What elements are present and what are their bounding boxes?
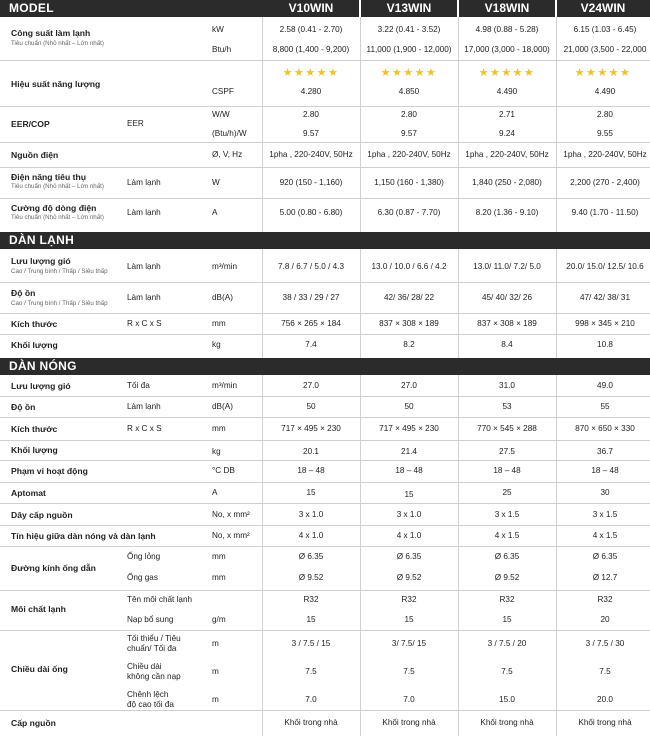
row-divider — [0, 440, 650, 441]
header-divider — [457, 0, 459, 17]
label-power-supply: Nguồn điện — [11, 150, 59, 160]
row-divider — [0, 546, 650, 547]
row-divider — [0, 167, 650, 168]
unit-kg: kg — [212, 340, 221, 349]
value-ww: 2.80 — [303, 110, 319, 119]
value-operating-range: 18 – 48 — [297, 466, 325, 475]
value-indoor-noise: 45/ 40/ 32/ 26 — [481, 293, 533, 302]
label-indoor-weight: Khối lượng — [11, 340, 58, 350]
label-cooling-capacity: Công suất làm lạnh — [11, 28, 91, 38]
value-outdoor-airflow: 27.0 — [401, 381, 417, 390]
section-title-indoor: DÀN LẠNH — [9, 233, 75, 247]
value-outdoor-noise: 53 — [502, 402, 512, 411]
value-btuhw: 9.57 — [401, 129, 417, 138]
value-consumption: 2,200 (270 - 2,400) — [570, 178, 640, 187]
value-power-source: Khối trong nhà — [480, 718, 534, 727]
value-indoor-dimensions: 837 × 308 × 189 — [379, 319, 439, 328]
value-breaker: 15 — [404, 490, 414, 499]
value-refrigerant-charge: 15 — [404, 615, 414, 624]
value-liquid-pipe: Ø 6.35 — [396, 552, 422, 561]
label-cooling-mode: Làm lạnh — [127, 402, 161, 411]
section-title-outdoor: DÀN NÓNG — [9, 359, 77, 373]
label-signal-cable: Tín hiệu giữa dàn nóng và dàn lạnh — [11, 531, 156, 541]
value-outdoor-weight: 36.7 — [597, 447, 613, 456]
value-power-cable: 3 x 1.5 — [592, 510, 618, 519]
value-power-source: Khối trong nhà — [578, 718, 632, 727]
label-outdoor-weight: Khối lượng — [11, 445, 58, 455]
value-consumption: 1,840 (250 - 2,080) — [472, 178, 542, 187]
value-cspf: 4.280 — [300, 87, 322, 96]
value-operating-range: 18 – 48 — [591, 466, 619, 475]
value-indoor-airflow: 13.0/ 11.0/ 7.2/ 5.0 — [473, 262, 541, 271]
value-indoor-weight: 8.2 — [403, 340, 415, 349]
value-consumption: 1,150 (160 - 1,380) — [374, 178, 444, 187]
value-signal-cable: 4 x 1.5 — [494, 531, 520, 540]
value-refrigerant-name: R32 — [597, 595, 613, 604]
value-liquid-pipe: Ø 6.35 — [592, 552, 618, 561]
label-cooling-mode: Làm lạnh — [127, 178, 161, 187]
value-height-diff: 20.0 — [597, 695, 613, 704]
row-divider — [0, 334, 650, 335]
label-refrigerant: Môi chất lạnh — [11, 604, 66, 614]
label-max: Tối đa — [127, 381, 150, 390]
value-current: 6.30 (0.87 - 7.70) — [377, 208, 441, 217]
value-signal-cable: 4 x 1.0 — [298, 531, 324, 540]
unit-dba: dB(A) — [212, 293, 233, 302]
unit-m: m — [212, 695, 219, 704]
value-outdoor-airflow: 27.0 — [303, 381, 319, 390]
row-divider — [0, 282, 650, 283]
value-refrigerant-charge: 20 — [600, 615, 610, 624]
value-current: 5.00 (0.80 - 6.80) — [279, 208, 343, 217]
value-liquid-pipe: Ø 6.35 — [298, 552, 324, 561]
value-refrigerant-charge: 15 — [306, 615, 316, 624]
value-height-diff: 7.0 — [403, 695, 415, 704]
value-pipe-minmax: 3 / 7.5 / 20 — [487, 639, 527, 648]
unit-nomm2: No, x mm² — [212, 510, 250, 519]
value-outdoor-weight: 21.4 — [401, 447, 417, 456]
value-breaker: 25 — [502, 488, 512, 497]
label-power-consumption: Điện năng tiêu thụ — [11, 172, 86, 182]
value-ww: 2.80 — [597, 110, 613, 119]
value-gas-pipe: Ø 12.7 — [592, 573, 618, 582]
unit-m: m — [212, 639, 219, 648]
unit-cspf: CSPF — [212, 87, 234, 96]
value-ww: 2.80 — [401, 110, 417, 119]
value-outdoor-dimensions: 717 × 495 × 230 — [379, 424, 439, 433]
label-rcs: R x C x S — [127, 424, 162, 433]
unit-cdb: °C DB — [212, 466, 235, 475]
label-indoor-dimensions: Kích thước — [11, 319, 58, 329]
star-rating-icon: ★★★★★ — [574, 67, 632, 79]
label-cooling-mode: Làm lạnh — [127, 293, 161, 302]
value-outdoor-dimensions: 870 × 650 × 330 — [575, 424, 635, 433]
value-liquid-pipe: Ø 6.35 — [494, 552, 520, 561]
value-current: 9.40 (1.70 - 11.50) — [571, 208, 639, 217]
label-cooling-capacity-note: Tiêu chuẩn (Nhỏ nhất – Lớn nhất) — [11, 40, 104, 47]
label-cooling-mode: Làm lạnh — [127, 208, 161, 217]
value-pipe-minmax: 3 / 7.5 / 30 — [585, 639, 625, 648]
unit-ww: W/W — [212, 110, 230, 119]
value-indoor-dimensions: 837 × 308 × 189 — [477, 319, 537, 328]
row-divider — [0, 396, 650, 397]
value-outdoor-airflow: 49.0 — [597, 381, 613, 390]
star-rating-icon: ★★★★★ — [380, 67, 438, 79]
value-indoor-airflow: 13.0 / 10.0 / 6.6 / 4.2 — [371, 262, 447, 271]
value-indoor-airflow: 7.8 / 6.7 / 5.0 / 4.3 — [278, 262, 344, 271]
row-divider — [0, 590, 650, 591]
unit-nomm2: No, x mm² — [212, 531, 250, 540]
row-divider — [0, 313, 650, 314]
model-v24win: V24WIN — [580, 1, 626, 15]
model-v10win: V10WIN — [288, 1, 334, 15]
unit-a: A — [212, 208, 218, 217]
value-power-cable: 3 x 1.0 — [396, 510, 422, 519]
value-refrigerant-name: R32 — [401, 595, 417, 604]
value-signal-cable: 4 x 1.0 — [396, 531, 422, 540]
value-height-diff: 7.0 — [305, 695, 317, 704]
value-gas-pipe: Ø 9.52 — [298, 573, 324, 582]
label-pipe-minmax-line2: chuẩn/ Tối đa — [127, 644, 177, 653]
value-indoor-weight: 10.8 — [597, 340, 613, 349]
star-rating-icon: ★★★★★ — [282, 67, 340, 79]
value-power-source: Khối trong nhà — [284, 718, 338, 727]
label-refrigerant-charge: Nạp bổ sung — [127, 615, 174, 624]
row-divider — [0, 630, 650, 631]
value-cspf: 4.490 — [496, 87, 518, 96]
value-signal-cable: 4 x 1.5 — [592, 531, 618, 540]
value-gas-pipe: Ø 9.52 — [396, 573, 422, 582]
label-operating-range: Phạm vi hoạt động — [11, 466, 88, 476]
header-divider — [555, 0, 557, 17]
value-power: 1pha , 220-240V, 50Hz — [367, 150, 451, 159]
value-btuhw: 9.24 — [499, 129, 515, 138]
label-cooling-mode: Làm lạnh — [127, 262, 161, 271]
value-refrigerant-name: R32 — [499, 595, 515, 604]
label-refrigerant-name: Tên môi chất lạnh — [127, 595, 193, 604]
value-kw: 4.98 (0.88 - 5.28) — [475, 25, 539, 34]
value-indoor-noise: 38 / 33 / 29 / 27 — [282, 293, 340, 302]
value-outdoor-noise: 55 — [600, 402, 610, 411]
value-power: 1pha , 220-240V, 50Hz — [465, 150, 549, 159]
label-no-charge-line1: Chiều dài — [127, 662, 162, 671]
row-divider — [0, 503, 650, 504]
value-kw: 2.58 (0.41 - 2.70) — [279, 25, 343, 34]
value-outdoor-weight: 20.1 — [303, 447, 319, 456]
unit-dba: dB(A) — [212, 402, 233, 411]
row-divider — [0, 106, 650, 107]
value-refrigerant-charge: 15 — [502, 615, 512, 624]
value-cspf: 4.850 — [398, 87, 420, 96]
unit-m3min: m³/min — [212, 262, 238, 271]
label-eer-cop: EER/COP — [11, 119, 50, 129]
unit-btuh: Btu/h — [212, 45, 232, 54]
value-indoor-dimensions: 998 × 345 × 210 — [575, 319, 635, 328]
value-indoor-airflow: 20.0/ 15.0/ 12.5/ 10.6 — [566, 262, 644, 271]
label-indoor-airflow-note: Cao / Trung bình / Thấp / Siêu thấp — [11, 268, 108, 275]
header-divider — [359, 0, 361, 17]
label-current: Cường độ dòng điện — [11, 203, 97, 213]
label-power-consumption-note: Tiêu chuẩn (Nhỏ nhất – Lớn nhất) — [11, 183, 104, 190]
row-divider — [0, 710, 650, 711]
value-btuhw: 9.55 — [597, 129, 613, 138]
value-consumption: 920 (150 - 1,160) — [279, 178, 343, 187]
label-indoor-airflow: Lưu lượng gió — [11, 256, 71, 266]
row-divider — [0, 460, 650, 461]
section-band-indoor — [0, 232, 650, 249]
label-height-diff-line1: Chênh lệch — [127, 690, 169, 699]
unit-kg: kg — [212, 447, 221, 456]
value-btuh: 8,800 (1,400 - 9,200) — [272, 45, 350, 54]
label-current-note: Tiêu chuẩn (Nhỏ nhất – Lớn nhất) — [11, 214, 104, 221]
value-indoor-dimensions: 756 × 265 × 184 — [281, 319, 341, 328]
value-cspf: 4.490 — [594, 87, 616, 96]
value-power: 1pha , 220-240V, 50Hz — [269, 150, 353, 159]
value-refrigerant-name: R32 — [303, 595, 319, 604]
unit-mm: mm — [212, 573, 226, 582]
value-indoor-weight: 7.4 — [305, 340, 317, 349]
unit-w: W — [212, 178, 220, 187]
value-ww: 2.71 — [499, 110, 515, 119]
value-operating-range: 18 – 48 — [395, 466, 423, 475]
value-power-cable: 3 x 1.5 — [494, 510, 520, 519]
label-gas-pipe: Ống gas — [127, 573, 158, 582]
value-no-charge: 7.5 — [305, 667, 317, 676]
value-btuh: 17,000 (3,000 - 18,000) — [464, 45, 550, 54]
label-power-cable: Dây cấp nguồn — [11, 510, 73, 520]
unit-mm: mm — [212, 552, 226, 561]
section-band-outdoor — [0, 358, 650, 375]
label-eer: EER — [127, 119, 144, 128]
value-breaker: 15 — [306, 488, 316, 497]
value-outdoor-noise: 50 — [404, 402, 414, 411]
unit-btuhw: (Btu/h)/W — [212, 129, 247, 138]
row-divider — [0, 525, 650, 526]
value-outdoor-airflow: 31.0 — [499, 381, 515, 390]
value-breaker: 30 — [600, 488, 610, 497]
label-rcs: R x C x S — [127, 319, 162, 328]
model-v13win: V13WIN — [386, 1, 432, 15]
row-divider — [0, 198, 650, 199]
model-v18win: V18WIN — [484, 1, 530, 15]
header-band — [0, 0, 650, 17]
label-liquid-pipe: Ống lỏng — [127, 552, 161, 561]
value-height-diff: 15.0 — [499, 695, 515, 704]
model-header-label: MODEL — [9, 1, 54, 15]
value-gas-pipe: Ø 9.52 — [494, 573, 520, 582]
label-efficiency: Hiệu suất năng lượng — [11, 79, 101, 89]
unit-mm: mm — [212, 424, 226, 433]
value-indoor-noise: 47/ 42/ 38/ 31 — [579, 293, 631, 302]
label-outdoor-dimensions: Kích thước — [11, 424, 58, 434]
label-power-source: Cấp nguồn — [11, 718, 56, 728]
value-power-cable: 3 x 1.0 — [298, 510, 324, 519]
unit-kw: kW — [212, 25, 224, 34]
value-no-charge: 7.5 — [599, 667, 611, 676]
unit-gm: g/m — [212, 615, 226, 624]
value-current: 8.20 (1.36 - 9.10) — [475, 208, 539, 217]
label-indoor-noise-note: Cao / Trung bình / Thấp / Siêu thấp — [11, 300, 108, 307]
value-operating-range: 18 – 48 — [493, 466, 521, 475]
value-outdoor-dimensions: 717 × 495 × 230 — [281, 424, 341, 433]
value-indoor-noise: 42/ 36/ 28/ 22 — [383, 293, 435, 302]
row-divider — [0, 142, 650, 143]
label-pipe-length: Chiều dài ống — [11, 664, 68, 674]
value-no-charge: 7.5 — [403, 667, 415, 676]
value-pipe-minmax: 3/ 7.5/ 15 — [391, 639, 427, 648]
label-pipe-diameter: Đường kính ống dẫn — [11, 563, 96, 573]
value-power-source: Khối trong nhà — [382, 718, 436, 727]
value-kw: 3.22 (0.41 - 3.52) — [377, 25, 441, 34]
value-power: 1pha , 220-240V, 50Hz — [563, 150, 647, 159]
value-pipe-minmax: 3 / 7.5 / 15 — [291, 639, 331, 648]
unit-mm: mm — [212, 319, 226, 328]
label-indoor-noise: Độ ồn — [11, 288, 36, 298]
row-divider — [0, 482, 650, 483]
label-outdoor-noise: Độ ồn — [11, 402, 36, 412]
label-breaker: Aptomat — [11, 488, 46, 498]
value-btuh: 21,000 (3,500 - 22,000 — [563, 45, 647, 54]
value-indoor-weight: 8.4 — [501, 340, 513, 349]
unit-m3min: m³/min — [212, 381, 238, 390]
row-divider — [0, 60, 650, 61]
unit-m: m — [212, 667, 219, 676]
unit-vhz: Ø, V, Hz — [212, 150, 243, 159]
value-no-charge: 7.5 — [501, 667, 513, 676]
value-btuh: 11,000 (1,900 - 12,000) — [366, 45, 452, 54]
label-height-diff-line2: độ cao tối đa — [127, 700, 174, 709]
value-kw: 6.15 (1.03 - 6.45) — [573, 25, 637, 34]
value-outdoor-weight: 27.5 — [499, 447, 515, 456]
row-divider — [0, 417, 650, 418]
value-btuhw: 9.57 — [303, 129, 319, 138]
label-pipe-minmax-line1: Tối thiểu / Tiêu — [127, 634, 181, 643]
star-rating-icon: ★★★★★ — [478, 67, 536, 79]
label-outdoor-airflow: Lưu lượng gió — [11, 381, 71, 391]
label-no-charge-line2: không cần nạp — [127, 672, 181, 681]
unit-a: A — [212, 488, 218, 497]
value-outdoor-noise: 50 — [306, 402, 316, 411]
value-outdoor-dimensions: 770 × 545 × 288 — [477, 424, 537, 433]
